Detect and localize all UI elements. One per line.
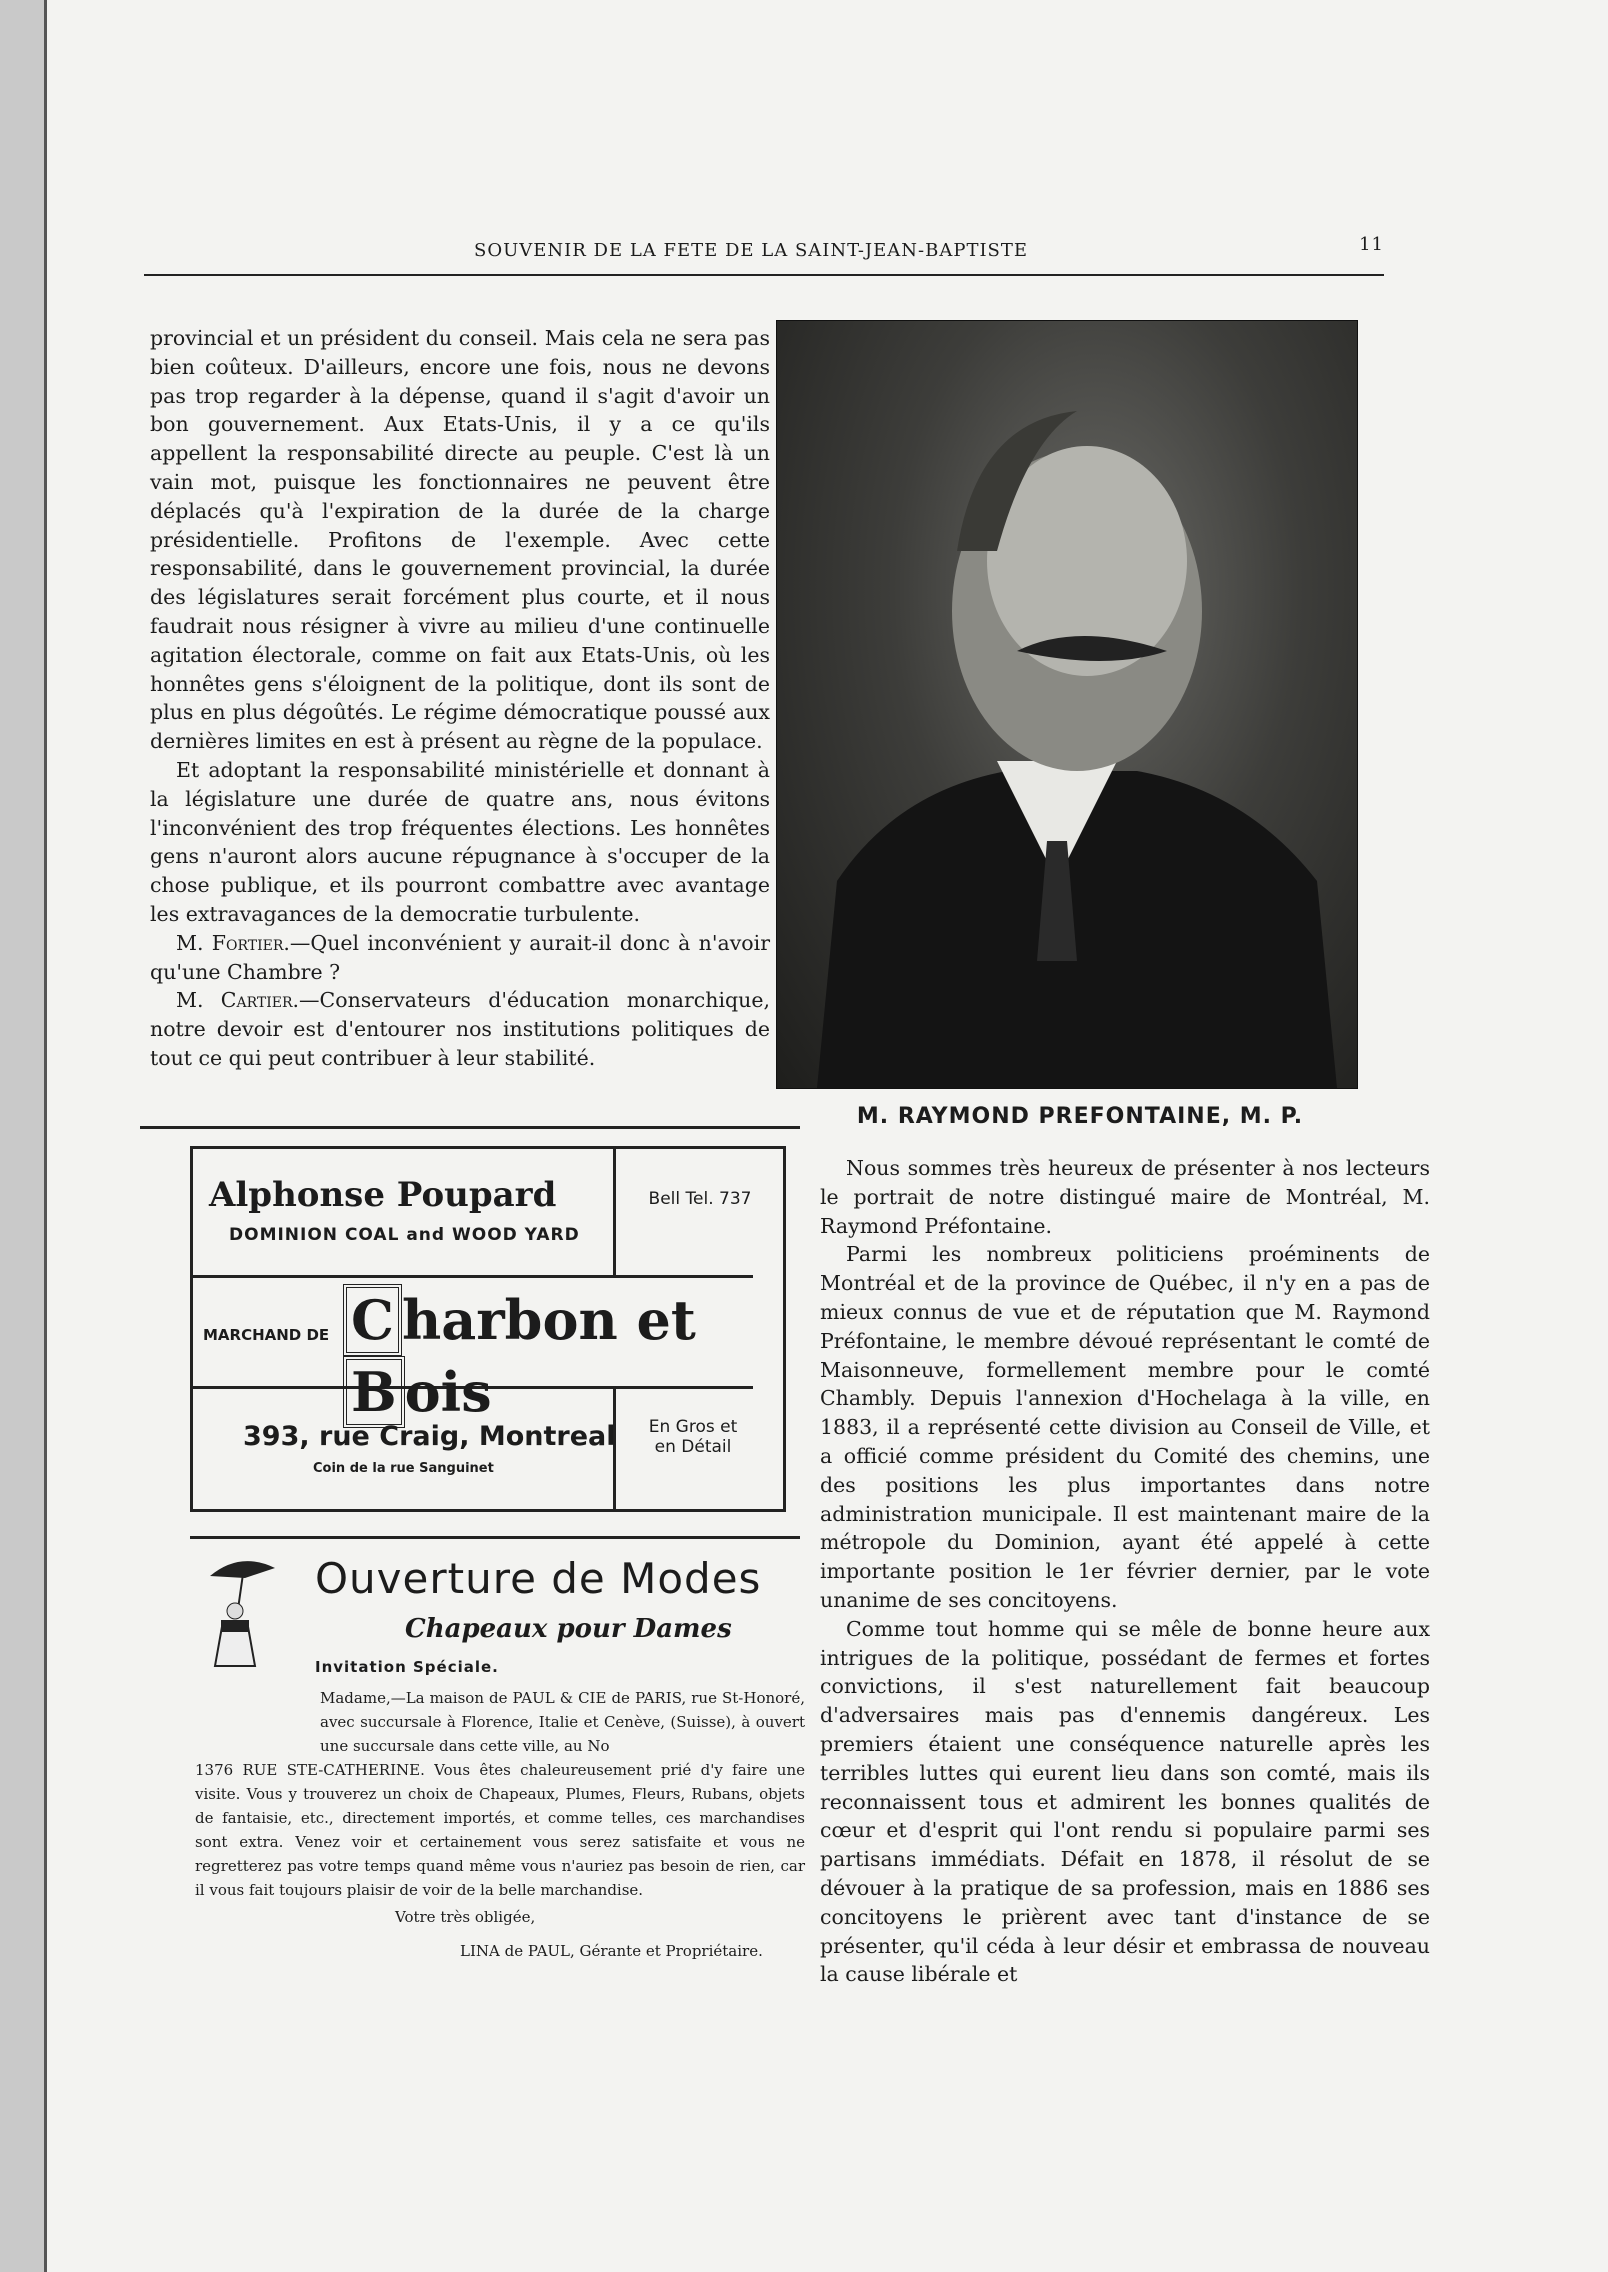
portrait-figure (777, 321, 1357, 1088)
ad-charbon-text: harbon et (401, 1288, 696, 1352)
ad-bois-text: ois (404, 1360, 492, 1424)
ad-modes-subtitle: Chapeaux pour Dames (405, 1614, 732, 1644)
ad-modes-body: 1376 RUE STE-CATHERINE. Vous êtes chaleureusement prié d'y faire une visite. Vous y trouverez un choix de Chapeaux, Plumes, Fleurs, Rubans, objets de fantaisie, etc., directement importés, et comme telles, ces marchandises sont extra. Venez voir et certainement vous serez satisfaite et vous ne regretterez pas votre temps quand même vous n'auriez pas besoin de rien, car il vous fait toujours plaisir de voir de la belle marchandise. (195, 1761, 805, 1899)
ad-modes-signature: LINA de PAUL, Gérante et Propriétaire. (460, 1942, 763, 1960)
speaker-cartier: M. Cartier. (176, 988, 300, 1013)
left-paragraph-2: Et adoptant la responsabilité ministérielle et donnant à la législature une durée de quatre ans, nous évitons l'inconvénient des trop fréquentes élections. Les honnêtes gens n'auront alors aucune répugnance à s'occuper de la chose publique, et ils pourront combattre avec avantage les extravagances de la democratie turbulente. (150, 757, 770, 926)
ad-modes-closing: Votre très obligée, (395, 1908, 536, 1926)
left-paragraph-1: provincial et un président du conseil. Mais cela ne sera pas bien coûteux. D'ailleurs, encore une fois, nous ne devons pas trop regarder à la dépense, quand il s'agit d'avoir un bon gouvernement. Aux Etats-Unis, il y a ce qu'ils appellent la responsabilité directe au peuple. C'est là un vain mot, puisque les fonctionnaires ne peuvent être déplacés qu'à l'expiration de la durée de la charge présidentielle. Profitons de l'exemple. Avec cette responsabilité, dans le gouvernement provincial, la durée des législatures serait forcément plus courte, et il nous faudrait nous résigner à vivre au milieu d'une continuelle agitation électorale, comme on fait aux Etats-Unis, où les honnêtes gens s'éloignent de la politique, dont ils sont de plus en plus dégoûtés. Le régime démocratique poussé aux dernières limites en est à présent au règne de la populace. (150, 326, 770, 754)
ad-marchand-label: MARCHAND DE (203, 1326, 330, 1344)
running-header (144, 234, 1384, 276)
divider-rule-top (140, 1126, 800, 1129)
portrait-caption: M. RAYMOND PREFONTAINE, M. P. (856, 1104, 1304, 1129)
ad-band (193, 1275, 753, 1424)
left-paragraph-4 (150, 986, 770, 1072)
ad-merchant-name: Alphonse Poupard (209, 1175, 557, 1215)
right-paragraph-3: Comme tout homme qui se mêle de bonne heure aux intrigues de la politique, possédant de fermes et fortes convictions, il s'est naturellement fait beaucoup d'adversaires mais pas d'ennemis dangéreux. Les premiers étaient une conséquence naturelle après les terribles luttes qui eurent lieu dans son comté, mais ils reconnaissent tous et admirent les bonnes qualités de cœur et d'esprit qui l'ont rendu si populaire parmi ses partisans immédiats. Défait en 1878, il résolut de se dévouer à la pratique de sa profession, mais en 1886 ses concitoyens le prièrent avec tant d'instance de se présenter, qu'il céda à leur désir et embrassa de nouveau la cause libérale et (820, 1616, 1430, 1987)
page-number: 11 (1359, 234, 1384, 255)
fortier-question: —Quel inconvénient y aurait-il donc à n'avoir qu'une Chambre ? (150, 930, 770, 984)
page-edge (44, 0, 47, 2272)
ad-wholesale-1: En Gros et (648, 1417, 738, 1437)
cartier-reply: —Conservateurs d'éducation monarchique, notre devoir est d'entourer nos institutions politiques de tout ce qui peut contribuer à leur stabilité. (150, 988, 770, 1070)
ad-letter-b: B (343, 1356, 405, 1428)
ad-modes-title: Ouverture de Modes (315, 1554, 762, 1603)
ad-modes-text (195, 1686, 805, 1902)
portrait-photo (776, 320, 1358, 1089)
speaker-fortier: M. Fortier. (176, 930, 290, 955)
scan-margin (0, 0, 44, 2272)
lady-parasol-illustration (195, 1556, 295, 1676)
ad-charbon-bois (343, 1284, 753, 1428)
fashion-advertisement (195, 1546, 805, 1966)
divider-rule-bottom (190, 1536, 800, 1539)
ad-address: 393, rue Craig, Montreal (243, 1421, 616, 1452)
right-paragraph-1: Nous sommes très heureux de présenter à nos lecteurs le portrait de notre distingué maire de Montréal, M. Raymond Préfontaine. (820, 1156, 1430, 1238)
ad-phone: Bell Tel. 737 (648, 1189, 752, 1209)
running-title: SOUVENIR DE LA FETE DE LA SAINT-JEAN-BAPTISTE (474, 240, 1029, 261)
right-paragraph-2: Parmi les nombreux politiciens proéminents de Montréal et de la province de Québec, il n'y en a pas de mieux connus de vue et de réputation que M. Raymond Préfontaine, le membre dévoué représentant le comté de Maisonneuve, formellement membre pour le comté Chambly. Depuis l'annexion d'Hochelaga à la ville, en 1883, il a représenté cette division au Conseil de Ville, et a officié comme président du Comité des chemins, une des positions les plus importantes dans notre administration municipale. Il est maintenant maire de la métropole du Dominion, ayant été appelé à cette importante position le 1er février dernier, par le vote unanime de ses concitoyens. (820, 1242, 1430, 1612)
ad-modes-intro: Madame,—La maison de PAUL & CIE de PARIS, rue St-Honoré, avec succursale à Florence, Italie et Cenève, (Suisse), à ouvert une succursale dans cette ville, au No (320, 1689, 805, 1755)
coal-advertisement (190, 1146, 786, 1512)
ad-corner: Coin de la rue Sanguinet (313, 1461, 494, 1476)
ad-modes-invitation: Invitation Spéciale. (315, 1658, 499, 1676)
right-column (820, 1154, 1430, 1989)
left-column (150, 324, 770, 1073)
ad-letter-c: C (343, 1284, 402, 1356)
ad-wholesale-2: en Détail (654, 1437, 732, 1457)
ad-merchant-subtitle: DOMINION COAL and WOOD YARD (229, 1225, 580, 1245)
left-paragraph-3 (150, 929, 770, 987)
ad-wholesale (633, 1417, 753, 1457)
